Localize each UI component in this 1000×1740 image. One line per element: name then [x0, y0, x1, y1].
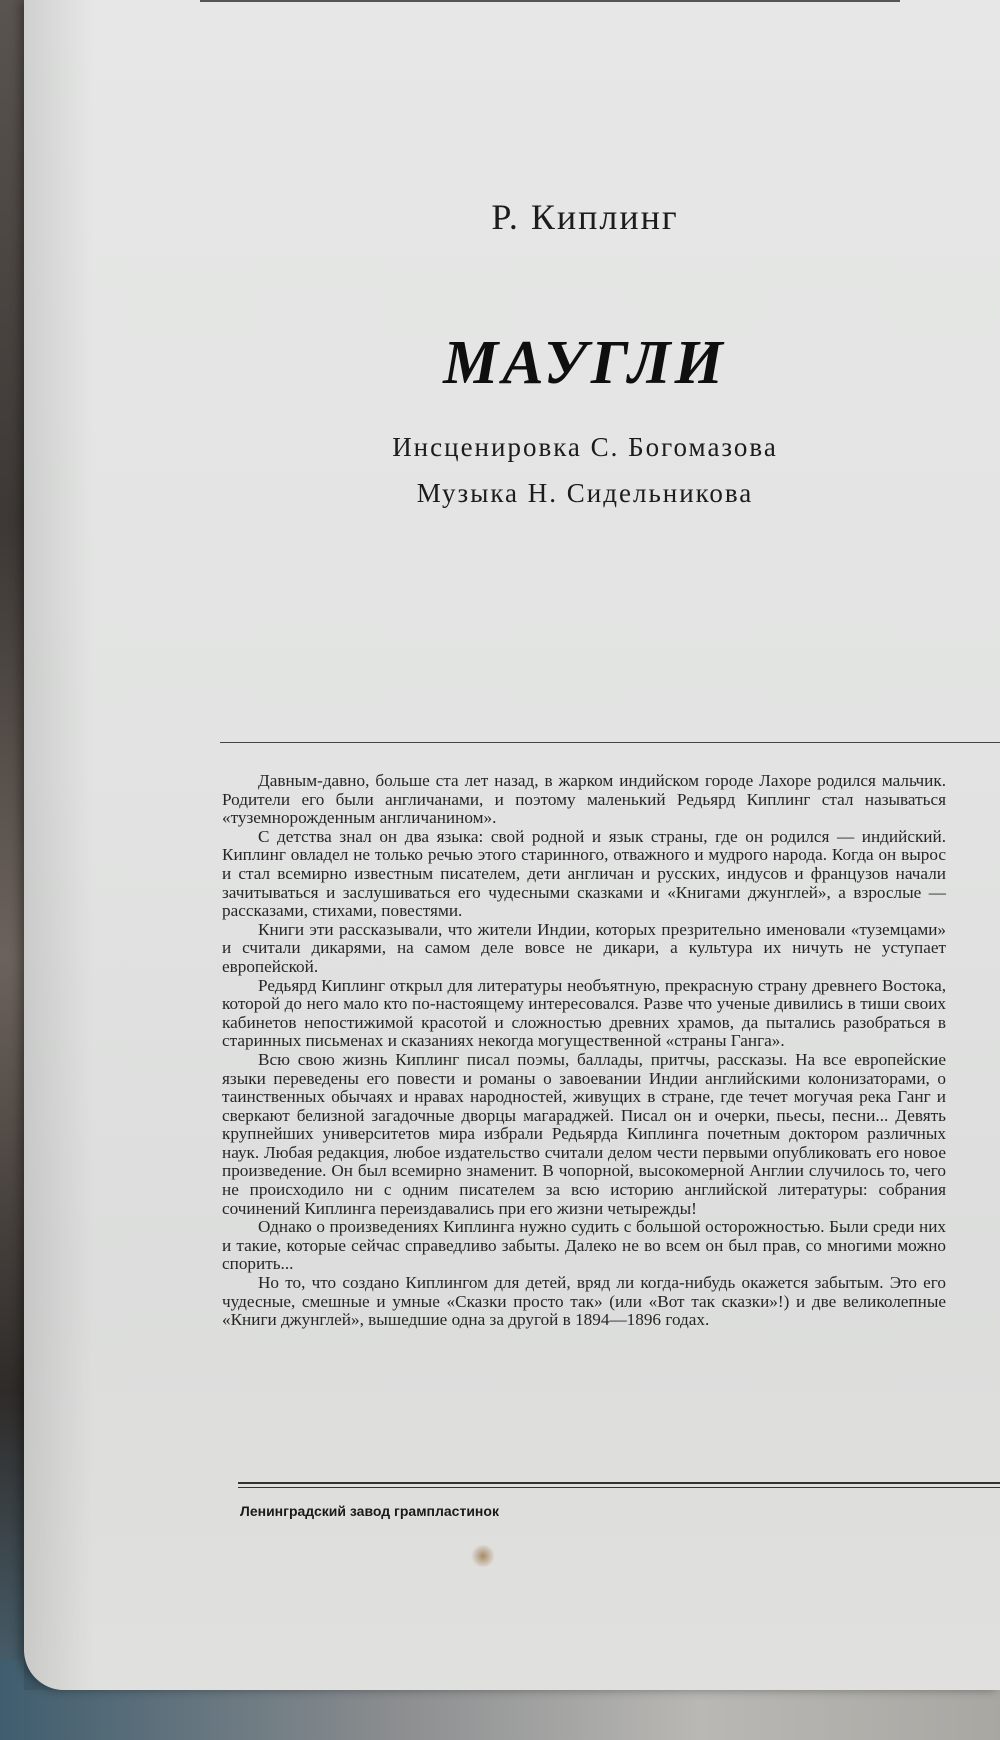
article-body: [222, 772, 946, 1330]
music-credit: Музыка Н. Сидельникова: [416, 478, 754, 508]
page-title: МАУГЛИ: [443, 329, 727, 397]
paragraph: Но то, что создано Киплингом для детей, вряд ли когда-нибудь окажется забытым. Это его чудесные, смешные и умные «Сказки просто так» (или «Вот так сказки»!) и две великолепные «Книги джунглей», вышедшие одна за другой в 1894—1896 годах.: [222, 1273, 946, 1330]
paragraph: Всю свою жизнь Киплинг писал поэмы, баллады, притчы, рассказы. На все европейские языки переведены его повести и романы о завоевании Индии английскими колонизаторами, о таинственных обычаях и нравах народностей, живущих в стране, где течет могучая река Ганг и сверкают белизной загадочные дворцы магараджей. Писал он и очерки, пьесы, песни... Девять крупнейших университетов мира избрали Редьярда Киплинга почетным доктором различных наук. Любая редакция, любое издательство считали делом чести первыми опубликовать его новое произведение. Он был всемирно знаменит. В чопорной, высокомерной Англии случилось то, чего не происходило ни с одним писателем за всю историю английской литературы: собрания сочинений Киплинга переиздавались при его жизни четырежды!: [222, 1049, 946, 1218]
publisher-name: Ленинградский завод грампластинок: [240, 1503, 499, 1519]
section-divider: [220, 742, 1000, 743]
staging-credit: Инсценировка С. Богомазова: [392, 432, 778, 462]
paper-stain: [470, 1545, 496, 1567]
paragraph: Однако о произведениях Киплинга нужно судить с большой осторожностью. Были среди них и такие, которые сейчас справедливо забыты. Далеко не во всем он был прав, со многими можно спорить...: [222, 1217, 946, 1274]
author-name: Р. Киплинг: [491, 197, 679, 237]
paragraph: Книги эти рассказывали, что жители Индии, которых презрительно именовали «туземцами» и считали дикарями, на самом деле вовсе не дикари, а культура их ничуть не уступает европейской.: [222, 919, 946, 976]
footer-divider: [238, 1482, 1000, 1488]
paragraph: Редьярд Киплинг открыл для литературы необъятную, прекрасную страну древнего Востока, которой до него мало кто по-настоящему интересовался. Разве что ученые дивились в тиши своих кабинетов непостижимой красотой и сложностью древних храмов, да пытались разобраться в старинных письменах и сказаниях некогда могущественной «страны Ганга».: [222, 975, 946, 1051]
top-rule: [200, 0, 900, 2]
paragraph: С детства знал он два языка: свой родной и язык страны, где он родился — индийский. Киплинг овладел не только речью этого старинного, отважного и мудрого народа. Когда он вырос и стал всемирно известным писателем, дети англичан и русских, индусов и французов начали зачитываться и заслушиваться его чудесными сказками и «Книгами джунглей», а взрослые — рассказами, стихами, повестями.: [222, 826, 946, 921]
paragraph: Давным-давно, больше ста лет назад, в жарком индийском городе Лахоре родился мальчик. Родители его были англичанами, и поэтому маленький Редьярд Киплинг стал называться «туземнорожденным англичанином».: [222, 771, 946, 828]
